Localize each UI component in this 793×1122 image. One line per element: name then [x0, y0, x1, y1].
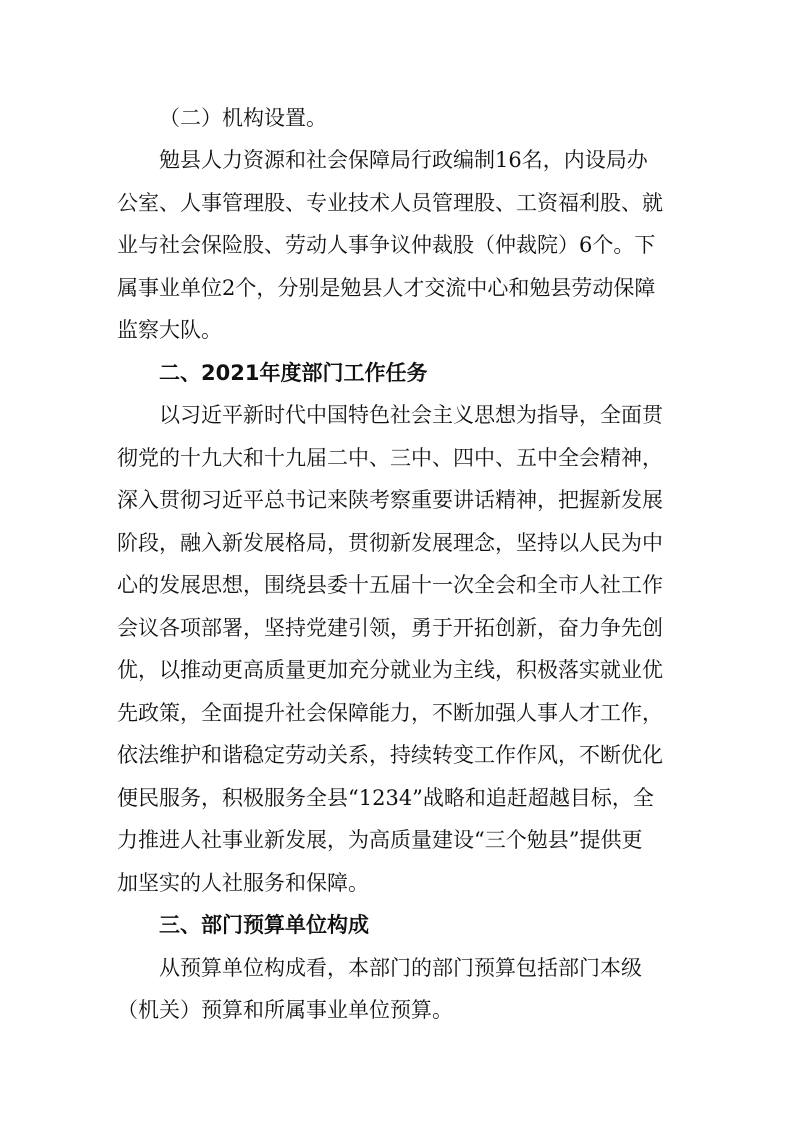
org-section-title: （二）机构设置。 — [159, 106, 327, 130]
budget-paragraph-line: （机关）预算和所属事业单位预算。 — [117, 998, 453, 1022]
tasks-paragraph-line: 加坚实的人社服务和保障。 — [117, 871, 369, 895]
tasks-paragraph-line: 深入贯彻习近平总书记来陕考察重要讲话精神，把握新发展 — [117, 488, 663, 512]
org-paragraph-line: 监察大队。 — [117, 318, 222, 342]
org-paragraph-line: 属事业单位2个，分别是勉县人才交流中心和勉县劳动保障 — [117, 276, 656, 300]
org-paragraph-line: 勉县人力资源和社会保障局行政编制16名，内设局办 — [159, 148, 648, 172]
tasks-paragraph-line: 彻党的十九大和十九届二中、三中、四中、五中全会精神， — [117, 446, 663, 470]
tasks-paragraph-line: 便民服务，积极服务全县“1234”战略和追赶超越目标，全 — [117, 786, 654, 810]
tasks-paragraph-line: 以习近平新时代中国特色社会主义思想为指导，全面贯 — [159, 403, 663, 427]
section-three-heading: 三、部门预算单位构成 — [159, 913, 369, 937]
org-paragraph-line: 业与社会保险股、劳动人事争议仲裁股（仲裁院）6个。下 — [117, 233, 656, 257]
tasks-paragraph-line: 阶段，融入新发展格局，贯彻新发展理念，坚持以人民为中 — [117, 531, 663, 555]
section-two-heading: 二、2021年度部门工作任务 — [159, 361, 428, 385]
budget-paragraph-line: 从预算单位构成看，本部门的部门预算包括部门本级 — [159, 956, 642, 980]
tasks-paragraph-line: 心的发展思想，围绕县委十五届十一次全会和全市人社工作 — [117, 573, 663, 597]
org-paragraph-line: 公室、人事管理股、专业技术人员管理股、工资福利股、就 — [117, 191, 663, 215]
tasks-paragraph-line: 依法维护和谐稳定劳动关系，持续转变工作作风，不断优化 — [117, 743, 663, 767]
tasks-paragraph-line: 先政策，全面提升社会保障能力，不断加强人事人才工作， — [117, 701, 663, 725]
tasks-paragraph-line: 会议各项部署，坚持党建引领，勇于开拓创新，奋力争先创 — [117, 616, 663, 640]
tasks-paragraph-line: 力推进人社事业新发展，为高质量建设“三个勉县”提供更 — [117, 828, 643, 852]
tasks-paragraph-line: 优，以推动更高质量更加充分就业为主线，积极落实就业优 — [117, 658, 663, 682]
